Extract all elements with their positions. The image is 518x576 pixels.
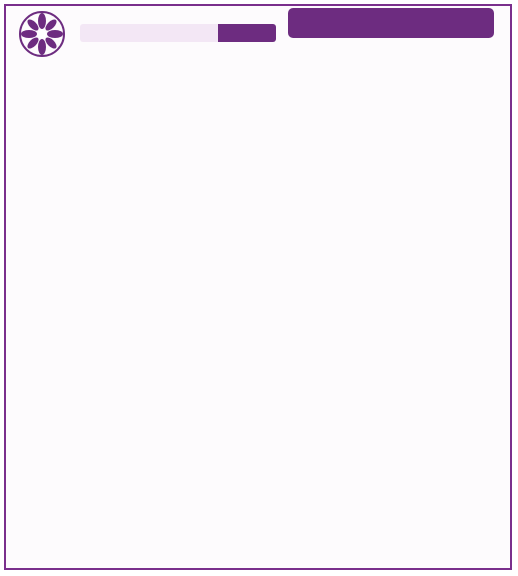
logo-caption <box>10 56 74 64</box>
inquiry-note <box>12 268 256 280</box>
round-label <box>218 24 276 42</box>
publish-date <box>80 24 218 42</box>
terms-column-left <box>12 66 256 266</box>
terms-column-right <box>264 42 506 278</box>
side-code <box>502 526 510 566</box>
publish-meta <box>80 24 276 42</box>
auction-items-table <box>12 291 506 547</box>
table-subtitle <box>12 281 256 289</box>
municipality-logo <box>14 10 70 60</box>
notice-page <box>4 4 512 570</box>
notice-title <box>288 8 494 38</box>
signature <box>156 551 366 561</box>
